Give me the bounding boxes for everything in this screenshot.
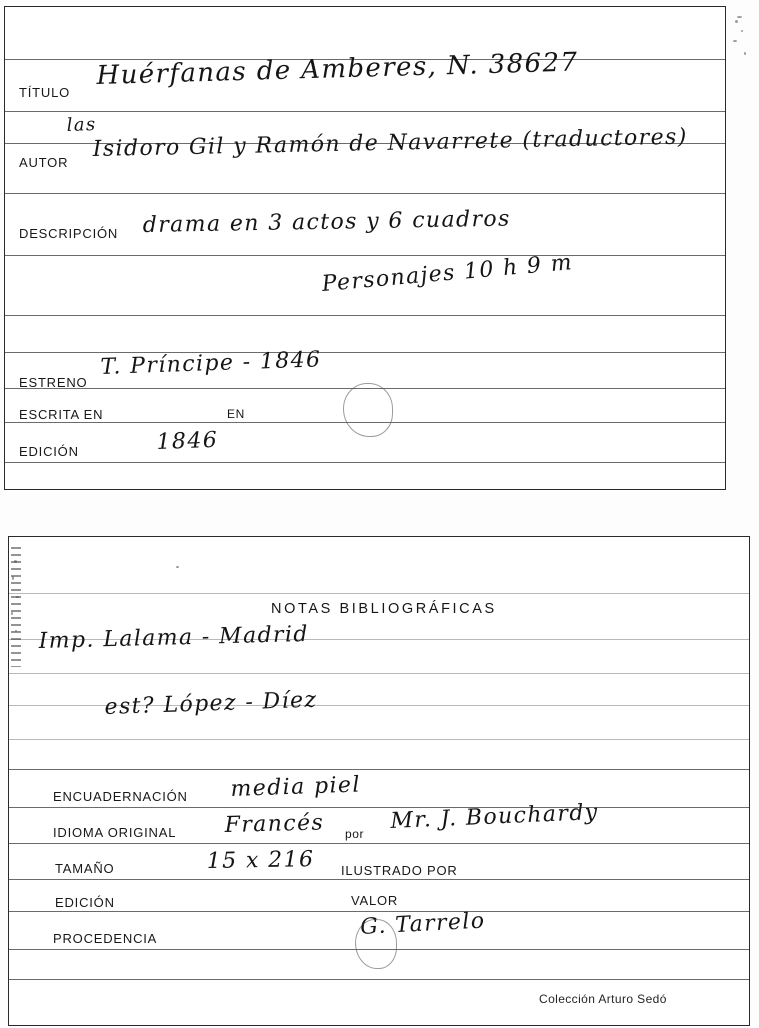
rule-line — [9, 769, 749, 770]
scan-speckle — [15, 630, 17, 632]
scan-speckle — [735, 20, 738, 23]
scan-speckle — [11, 612, 13, 615]
catalog-card-bottom — [8, 536, 750, 1026]
scan-speckle — [733, 40, 737, 42]
field-label-edicion: EDICIÓN — [19, 444, 79, 459]
field-label-escrita-en: ESCRITA EN — [19, 407, 104, 422]
scan-speckle — [741, 30, 743, 32]
field-value-edicion: 1846 — [156, 427, 219, 455]
rule-line — [5, 315, 725, 316]
field-value-procedencia: G. Tarrelo — [359, 908, 487, 940]
field-label-estreno: ESTRENO — [19, 375, 88, 390]
field-label-por: por — [345, 827, 365, 841]
field-label-descripcion: DESCRIPCIÓN — [19, 226, 119, 241]
catalog-card-top — [4, 6, 726, 490]
field-label-titulo: TÍTULO — [19, 85, 71, 100]
ink-smudge — [355, 919, 397, 969]
field-value-tamano: 15 x 216 — [206, 847, 315, 874]
rule-line — [9, 843, 749, 844]
section-heading-notas: NOTAS BIBLIOGRÁFICAS — [271, 601, 497, 617]
rule-line — [5, 255, 725, 256]
rule-line — [5, 462, 725, 463]
rule-line — [9, 879, 749, 880]
field-value-descripcion: drama en 3 actos y 6 cuadros — [142, 206, 511, 238]
rule-line — [9, 911, 749, 912]
field-label-valor: VALOR — [351, 893, 399, 908]
field-label-tamano: TAMAÑO — [55, 861, 115, 876]
field-value-titulo: Huérfanas de Amberes, N. 38627 — [96, 47, 579, 91]
rule-line — [9, 979, 749, 980]
rule-line — [5, 352, 725, 353]
field-label-encuadernacion: ENCUADERNACIÓN — [53, 789, 188, 804]
field-label-idioma-original: IDIOMA ORIGINAL — [53, 825, 177, 840]
rule-line — [5, 111, 725, 112]
rule-line — [9, 593, 749, 594]
field-value-estreno: T. Príncipe - 1846 — [100, 347, 322, 380]
note-line-1: Imp. Lalama - Madrid — [38, 621, 310, 654]
field-label-autor: AUTOR — [19, 155, 69, 170]
ink-smudge — [343, 383, 393, 437]
rule-line — [9, 673, 749, 674]
scan-speckle — [14, 560, 17, 563]
rule-line — [9, 739, 749, 740]
collection-credit: Colección Arturo Sedó — [539, 992, 667, 1006]
note-line-2: est? López - Díez — [104, 687, 318, 720]
rule-line — [9, 807, 749, 808]
field-label-procedencia: PROCEDENCIA — [53, 931, 158, 946]
field-label-edicion-bottom: EDICIÓN — [55, 895, 115, 910]
scan-speckle — [16, 596, 19, 598]
field-value-autor-insert: las — [66, 113, 97, 136]
field-label-ilustrado-por: ILUSTRADO POR — [341, 863, 458, 878]
scan-speckle — [12, 576, 14, 580]
field-value-autor-original: Mr. J. Bouchardy — [389, 799, 600, 834]
field-value-descripcion-line2: Personajes 10 h 9 m — [320, 250, 574, 297]
scan-speckle — [176, 566, 179, 568]
rule-line — [5, 193, 725, 194]
field-label-escrita-en-inline: EN — [227, 407, 245, 421]
field-value-encuadernacion: media piel — [230, 772, 362, 802]
field-value-idioma-original: Francés — [224, 810, 325, 838]
field-value-autor: Isidoro Gil y Ramón de Navarrete (traductores) — [92, 124, 688, 162]
scan-speckle — [744, 52, 746, 55]
scan-speckle — [737, 16, 742, 18]
scan-edge-artifact — [11, 547, 21, 667]
